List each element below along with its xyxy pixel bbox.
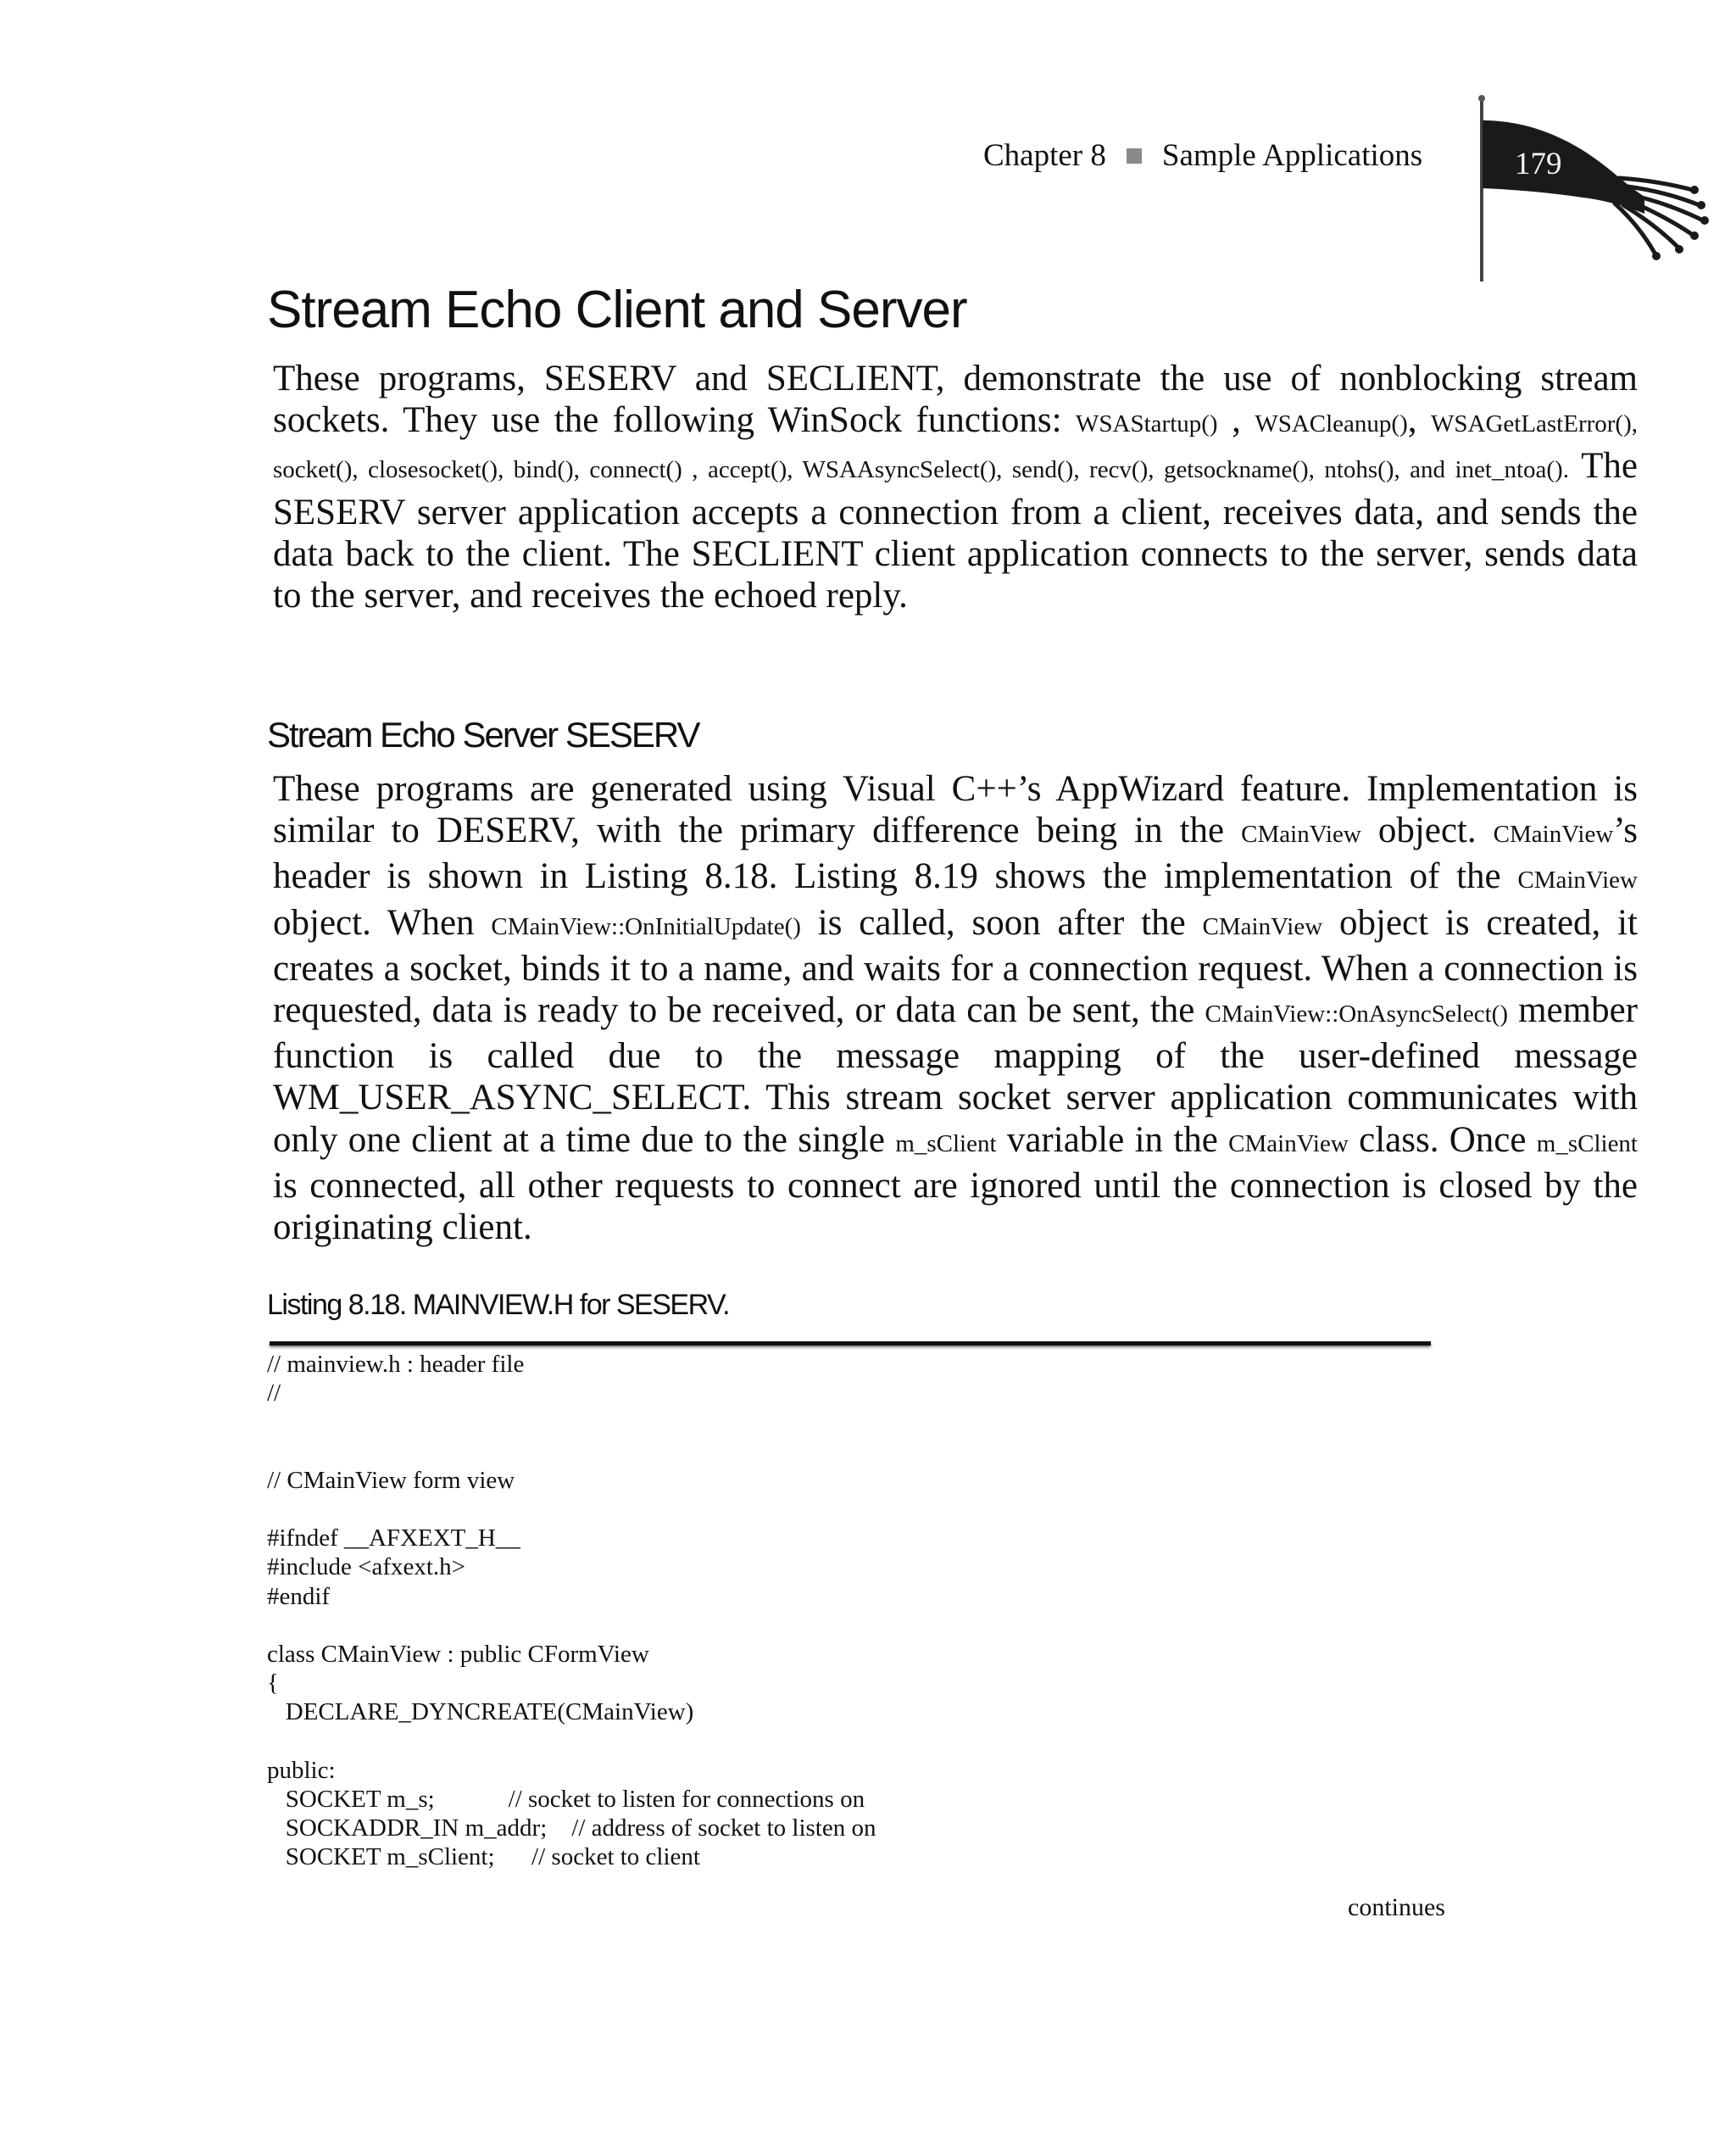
body-text: class. Once [1348, 1119, 1537, 1160]
server-paragraph [273, 768, 1638, 1248]
code-line: SOCKET m_sClient; // socket to client [267, 1843, 700, 1871]
body-text: These programs are generated using Visual C++’s AppWizard feature. Implementation is similar to DESERV, with the primary difference being in the [273, 769, 1638, 851]
code-term: CMainView::OnInitialUpdate() [491, 912, 801, 940]
listing-rule [270, 1341, 1431, 1346]
body-text: member function is called due to the message mapping of the user-defined message WM_USER_ASYNC_SELECT. This stream socket server application communicates with only one client at a time due to the single [273, 990, 1638, 1160]
body-text: object is created, it creates a socket, binds it to a name, and waits for a connection request. When a connection is requested, data is ready to be received, or data can be sent, the [273, 902, 1639, 1031]
square-bullet-icon [1127, 148, 1142, 164]
code-line: #include <afxext.h> [267, 1553, 466, 1581]
code-listing [267, 1350, 876, 1872]
code-line: SOCKADDR_IN m_addr; // address of socket to listen on [267, 1814, 876, 1842]
code-line: SOCKET m_s; // socket to listen for connections on [267, 1786, 865, 1814]
code-line: DECLARE_DYNCREATE(CMainView) [267, 1698, 694, 1726]
intro-text: , [1407, 400, 1431, 441]
code-line: // [267, 1379, 281, 1407]
body-text: object. [1360, 811, 1494, 851]
code-line: #endif [267, 1582, 331, 1610]
code-line: { [267, 1669, 279, 1697]
code-line: public: [267, 1756, 336, 1784]
listing-title: Listing 8.18. MAINVIEW.H for SESERV. [267, 1289, 730, 1321]
intro-text: The SESERV server application accepts a connection from a client, receives data, and sends the data back to the client. The SECLIENT client application connects to the server, sends data to the server, and receives the echoed reply. [273, 446, 1638, 616]
intro-text: , [1217, 400, 1255, 441]
code-term: CMainView [1517, 867, 1638, 895]
function-name: WSAStartup() [1076, 410, 1218, 438]
intro-paragraph [273, 358, 1638, 616]
body-text: object. When [273, 902, 492, 943]
page-number: 179 [1515, 147, 1562, 181]
code-term: CMainView [1241, 821, 1361, 849]
code-line [267, 1437, 876, 1466]
code-line [267, 1611, 876, 1640]
code-line: #ifndef __AFXEXT_H__ [267, 1524, 520, 1552]
body-text: is called, soon after the [800, 902, 1203, 943]
code-line [267, 1407, 876, 1436]
running-head [983, 137, 1422, 174]
code-term: m_sClient [1536, 1129, 1638, 1157]
code-line: // mainview.h : header file [267, 1351, 525, 1378]
code-term: CMainView [1228, 1129, 1349, 1157]
function-list: WSAGetLastError(), socket(), closesocket(), bind(), connect() , accept(), WSAAsyncSelect(), send(), recv(), getsockname(), ntohs(), and inet_ntoa(). [273, 410, 1638, 484]
function-name: WSACleanup() [1255, 410, 1408, 438]
code-term: CMainView [1493, 821, 1614, 849]
flag-icon [1471, 95, 1712, 286]
body-text: variable in the [996, 1119, 1229, 1160]
section-title: Stream Echo Client and Server [267, 281, 967, 339]
code-term: m_sClient [895, 1129, 997, 1157]
section-label: Sample Applications [1161, 138, 1423, 173]
subsection-title: Stream Echo Server SESERV [267, 715, 699, 755]
code-term: CMainView [1202, 912, 1323, 940]
body-text: is connected, all other requests to connect are ignored until the connection is closed by the originating client. [273, 1165, 1638, 1248]
body-text: ’s header is shown in Listing 8.18. Listing 8.19 shows the implementation of the [273, 811, 1638, 897]
code-term: CMainView::OnAsyncSelect() [1205, 1000, 1508, 1028]
continues-label: continues [1348, 1893, 1445, 1921]
intro-text: These programs, SESERV and SECLIENT, demonstrate the use of nonblocking stream sockets. They use the following WinSock functions: [273, 359, 1638, 441]
chapter-label: Chapter 8 [983, 138, 1106, 173]
code-line [267, 1727, 876, 1756]
code-line [267, 1495, 876, 1524]
code-line: class CMainView : public CFormView [267, 1641, 649, 1669]
code-line: // CMainView form view [267, 1466, 515, 1494]
